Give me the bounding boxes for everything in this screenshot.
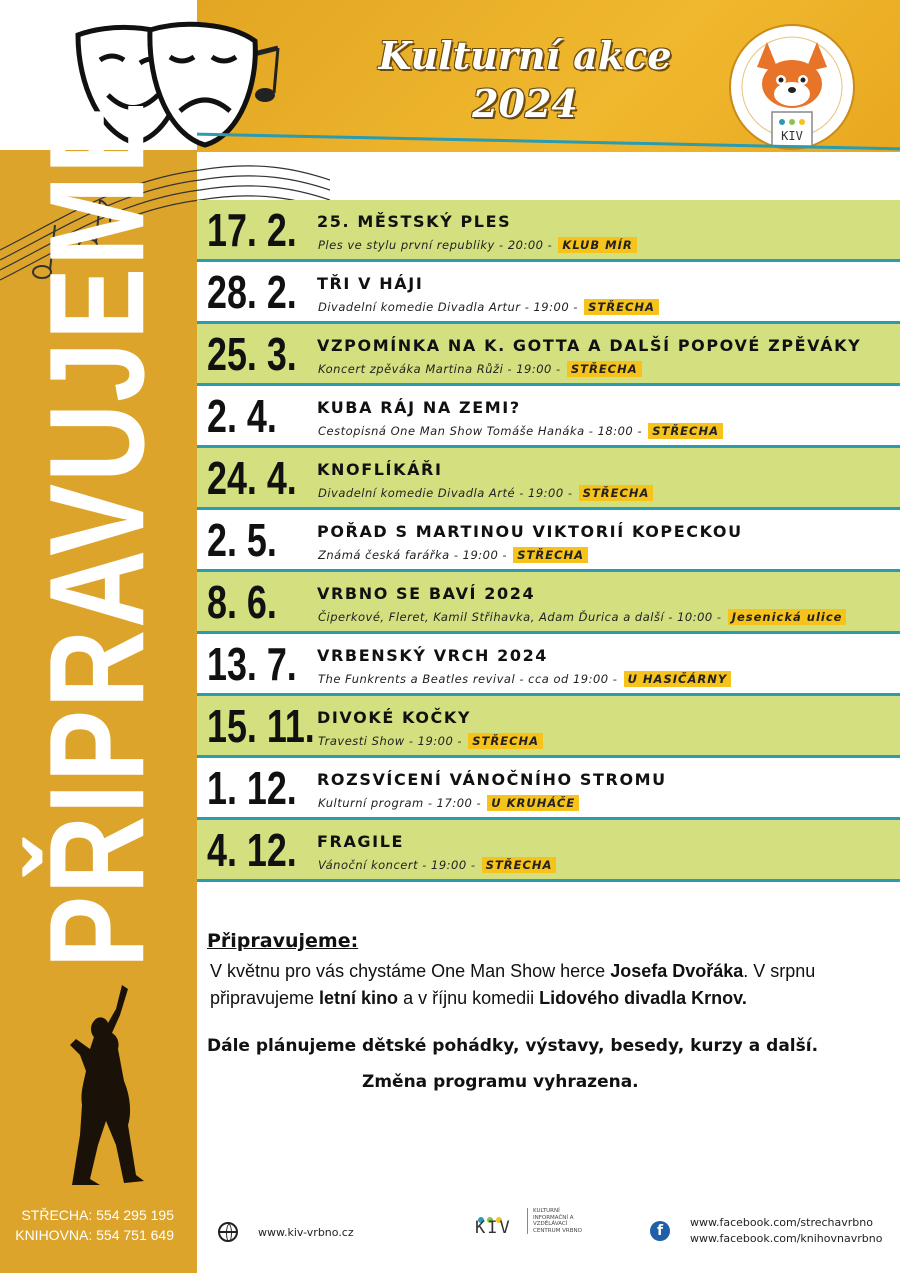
sidebar-contacts [0,1205,190,1245]
upcoming-info [207,930,887,1092]
event-details: Cestopisná One Man Show Tomáše Hanáka - 18:00 - STŘECHA [318,423,723,439]
event-title: 25. MĚSTSKÝ PLES [317,212,512,231]
event-venue: U HASIČÁRNY [624,671,732,687]
event-row [197,386,900,448]
event-date: 24. 4. [207,452,297,504]
event-title: ROZSVÍCENÍ VÁNOČNÍHO STROMU [317,770,667,789]
globe-icon [218,1222,238,1242]
event-row [197,634,900,696]
event-row [197,572,900,634]
event-row [197,448,900,510]
info-heading: Připravujeme: [207,930,359,952]
fox-mascot-icon [727,22,857,152]
event-date: 15. 11. [207,700,315,752]
event-date: 1. 12. [207,762,297,814]
events-list [197,200,900,882]
event-details: Koncert zpěváka Martina Růži - 19:00 - STŘECHA [318,361,642,377]
event-date: 8. 6. [207,576,277,628]
facebook-link-knihovna[interactable]: www.facebook.com/knihovnavrbno [690,1232,883,1245]
event-row [197,510,900,572]
event-venue: STŘECHA [567,361,642,377]
event-date: 17. 2. [207,204,297,256]
event-venue: STŘECHA [579,485,654,501]
event-venue: STŘECHA [648,423,723,439]
event-details: Ples ve stylu první republiky - 20:00 - KLUB MÍR [318,237,637,253]
event-details: Divadelní komedie Divadla Artur - 19:00 - STŘECHA [318,299,659,315]
event-title: DIVOKÉ KOČKY [317,708,472,727]
event-details: Čiperkové, Fleret, Kamil Střihavka, Adam Ďurica a další - 10:00 - Jesenická ulice [318,609,846,625]
event-title: KUBA RÁJ NA ZEMI? [317,398,521,417]
event-venue: STŘECHA [482,857,557,873]
event-title: POŘAD S MARTINOU VIKTORIÍ KOPECKOU [317,522,743,541]
event-row [197,820,900,882]
title-line-1: Kulturní akce [378,33,672,78]
sidebar-vertical-title: PŘIPRAVUJEME [20,99,172,968]
event-details: Známá česká farářka - 19:00 - STŘECHA [318,547,588,563]
kiv-logo-text: KIV [475,1218,512,1238]
title-line-2: 2024 [472,81,578,126]
event-venue: Jesenická ulice [728,609,847,625]
event-date: 28. 2. [207,266,297,318]
event-title: VZPOMÍNKA NA K. GOTTA A DALŠÍ POPOVÉ ZPĚVÁKY [317,336,862,355]
info-more-plans: Dále plánujeme dětské pohádky, výstavy, besedy, kurzy a další. [207,1036,819,1056]
event-title: KNOFLÍKÁŘI [317,460,443,479]
facebook-links [690,1215,882,1247]
event-date: 13. 7. [207,638,297,690]
event-details: The Funkrents a Beatles revival - cca od 19:00 - U HASIČÁRNY [318,671,731,687]
event-details: Vánoční koncert - 19:00 - STŘECHA [318,857,556,873]
event-title: VRBENSKÝ VRCH 2024 [317,646,549,665]
logo-badge: KIV [781,129,803,143]
website-link[interactable]: www.kiv-vrbno.cz [258,1226,354,1239]
event-venue: KLUB MÍR [558,237,636,253]
facebook-link-strecha[interactable]: www.facebook.com/strechavrbno [690,1216,873,1229]
contact-strecha: STŘECHA: 554 295 195 [21,1207,174,1223]
event-date: 2. 4. [207,390,277,442]
page-title [300,32,750,128]
footer-kiv-logo [475,1208,585,1244]
event-venue: STŘECHA [513,547,588,563]
info-paragraph: V květnu pro vás chystáme One Man Show herce Josefa Dvořáka. V srpnu připravujeme letní kino a v říjnu komedii Lidového divadla Krnov. [210,961,816,1008]
event-row [197,200,900,262]
event-date: 25. 3. [207,328,297,380]
event-details: Travesti Show - 19:00 - STŘECHA [318,733,543,749]
event-details: Divadelní komedie Divadla Arté - 19:00 - STŘECHA [318,485,653,501]
event-row [197,262,900,324]
info-change-notice: Změna programu vyhrazena. [362,1072,639,1092]
event-row [197,758,900,820]
event-row [197,696,900,758]
contact-knihovna: KNIHOVNA: 554 751 649 [15,1227,174,1243]
event-venue: STŘECHA [584,299,659,315]
event-title: FRAGILE [317,832,405,851]
kiv-caption: KULTURNÍ INFORMAČNÍ A VZDĚLÁVACÍ CENTRUM VRBNO [527,1208,593,1234]
event-title: TŘI V HÁJI [317,274,424,293]
event-title: VRBNO SE BAVÍ 2024 [317,584,536,603]
event-date: 4. 12. [207,824,297,876]
singer-silhouette-icon [50,985,160,1195]
event-row [197,324,900,386]
facebook-icon: f [650,1221,670,1241]
event-venue: U KRUHÁČE [487,795,579,811]
event-venue: STŘECHA [468,733,543,749]
event-details: Kulturní program - 17:00 - U KRUHÁČE [318,795,579,811]
event-date: 2. 5. [207,514,277,566]
